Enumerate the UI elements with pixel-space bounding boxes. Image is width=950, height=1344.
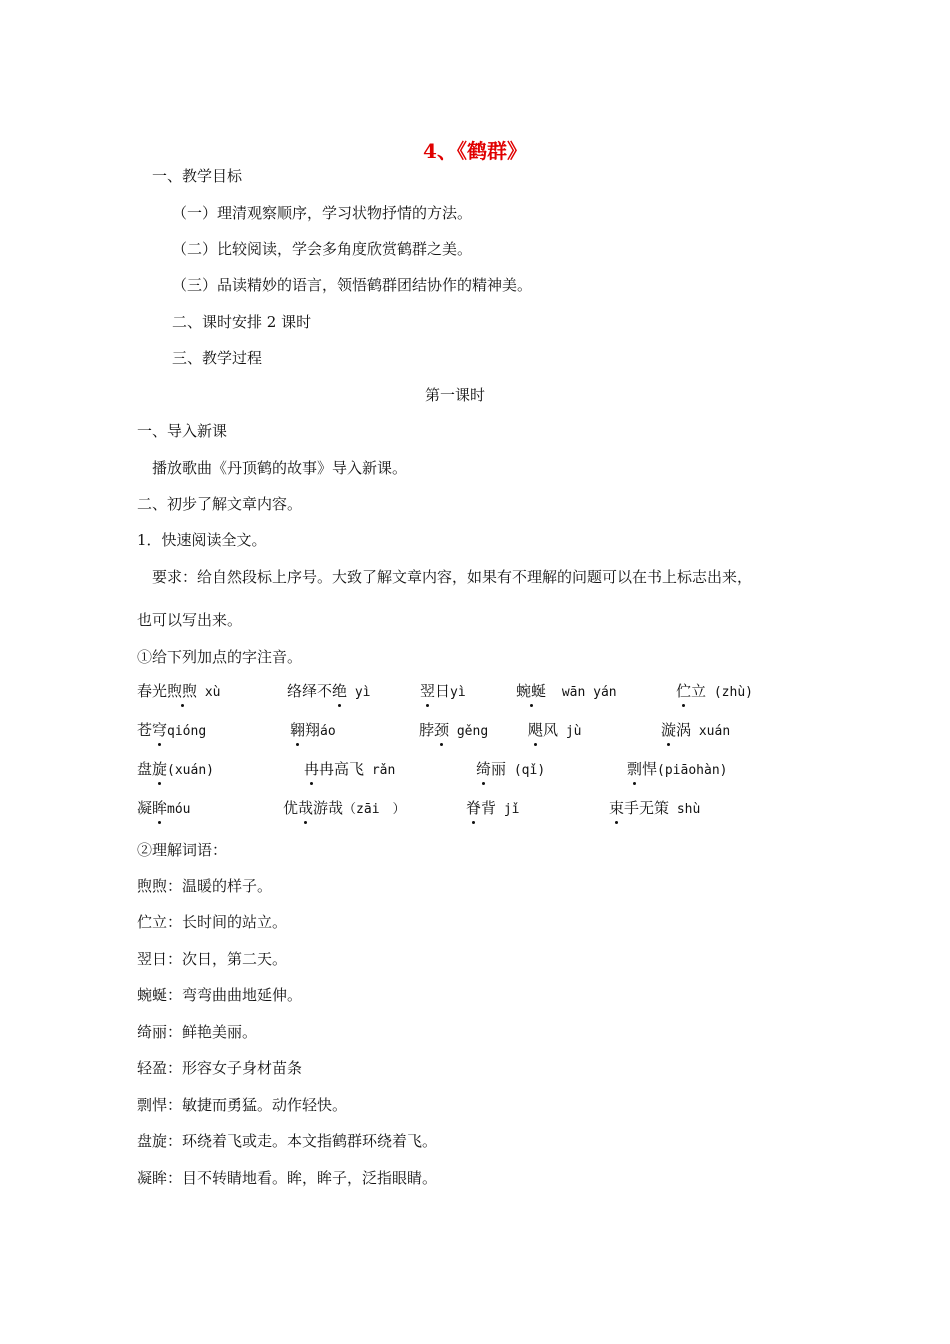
pinyin-item: 伫立 (zhù) xyxy=(676,682,753,700)
pinyin-item: 漩涡 xuán xyxy=(661,721,731,739)
vocab-task-title: ②理解词语： xyxy=(137,841,228,859)
definition-item: 伫立：长时间的站立。 xyxy=(137,913,288,931)
section-intro-text: 播放歌曲《丹顶鹤的故事》导入新课。 xyxy=(152,459,408,477)
pinyin-task-title: ①给下列加点的字注音。 xyxy=(137,648,303,666)
pinyin-item: 飓风 jù xyxy=(528,721,582,739)
definition-item: 煦煦：温暖的样子。 xyxy=(137,877,273,895)
definition-item: 轻盈：形容女子身材苗条 xyxy=(137,1059,303,1077)
pinyin-item: 苍穹qióng xyxy=(137,721,207,739)
definition-item: 绮丽：鲜艳美丽。 xyxy=(137,1023,258,1041)
requirement-line-1: 要求：给自然段标上序号。大致了解文章内容，如果有不理解的问题可以在书上标志出来， xyxy=(152,568,753,586)
heading-teaching-goals: 一、教学目标 xyxy=(152,167,243,185)
section-intro-heading: 一、导入新课 xyxy=(137,422,228,440)
document-title: 4、《鹤群》 xyxy=(423,139,527,163)
goal-3: （三）品读精妙的语言，领悟鹤群团结协作的精神美。 xyxy=(172,276,533,294)
definition-item: 剽悍：敏捷而勇猛。动作轻快。 xyxy=(137,1096,348,1114)
pinyin-item: 冉冉高飞 rǎn xyxy=(304,760,396,778)
section-content-heading: 二、初步了解文章内容。 xyxy=(137,495,303,513)
pinyin-row xyxy=(137,720,857,744)
pinyin-item: 翌日yì xyxy=(420,682,466,700)
pinyin-item: 春光煦煦 xù xyxy=(137,682,221,700)
heading-schedule: 二、课时安排 2 课时 xyxy=(172,313,312,331)
pinyin-item: 盘旋(xuán) xyxy=(137,760,214,778)
pinyin-item: 络绎不绝 yì xyxy=(287,682,371,700)
pinyin-row xyxy=(137,798,857,822)
requirement-line-2: 也可以写出来。 xyxy=(137,611,243,629)
definition-item: 蜿蜒：弯弯曲曲地延伸。 xyxy=(137,986,303,1004)
goal-2: （二）比较阅读，学会多角度欣赏鹤群之美。 xyxy=(172,240,473,258)
definition-item: 凝眸：目不转睛地看。眸，眸子，泛指眼睛。 xyxy=(137,1169,438,1187)
definition-item: 盘旋：环绕着飞或走。本文指鹤群环绕着飞。 xyxy=(137,1132,438,1150)
goal-1: （一）理清观察顺序，学习状物抒情的方法。 xyxy=(172,204,473,222)
pinyin-item: 剽悍(piāohàn) xyxy=(627,760,728,778)
pinyin-item: 凝眸móu xyxy=(137,799,191,817)
pinyin-item: 绮丽 (qǐ) xyxy=(476,760,546,778)
pinyin-item: 脖颈 gěng xyxy=(419,721,489,739)
pinyin-item: 蜿蜒 wān yán xyxy=(516,682,617,700)
heading-process: 三、教学过程 xyxy=(172,349,263,367)
pinyin-row xyxy=(137,681,857,705)
pinyin-row xyxy=(137,759,857,783)
step-1: 1．快速阅读全文。 xyxy=(137,531,267,549)
pinyin-item: 束手无策 shù xyxy=(609,799,701,817)
pinyin-item: 优哉游哉（zāi ） xyxy=(283,799,406,817)
lesson-one-heading: 第一课时 xyxy=(424,386,485,404)
definition-item: 翌日：次日，第二天。 xyxy=(137,950,288,968)
pinyin-item: 脊背 jǐ xyxy=(466,799,520,817)
pinyin-item: 翱翔áo xyxy=(290,721,336,739)
